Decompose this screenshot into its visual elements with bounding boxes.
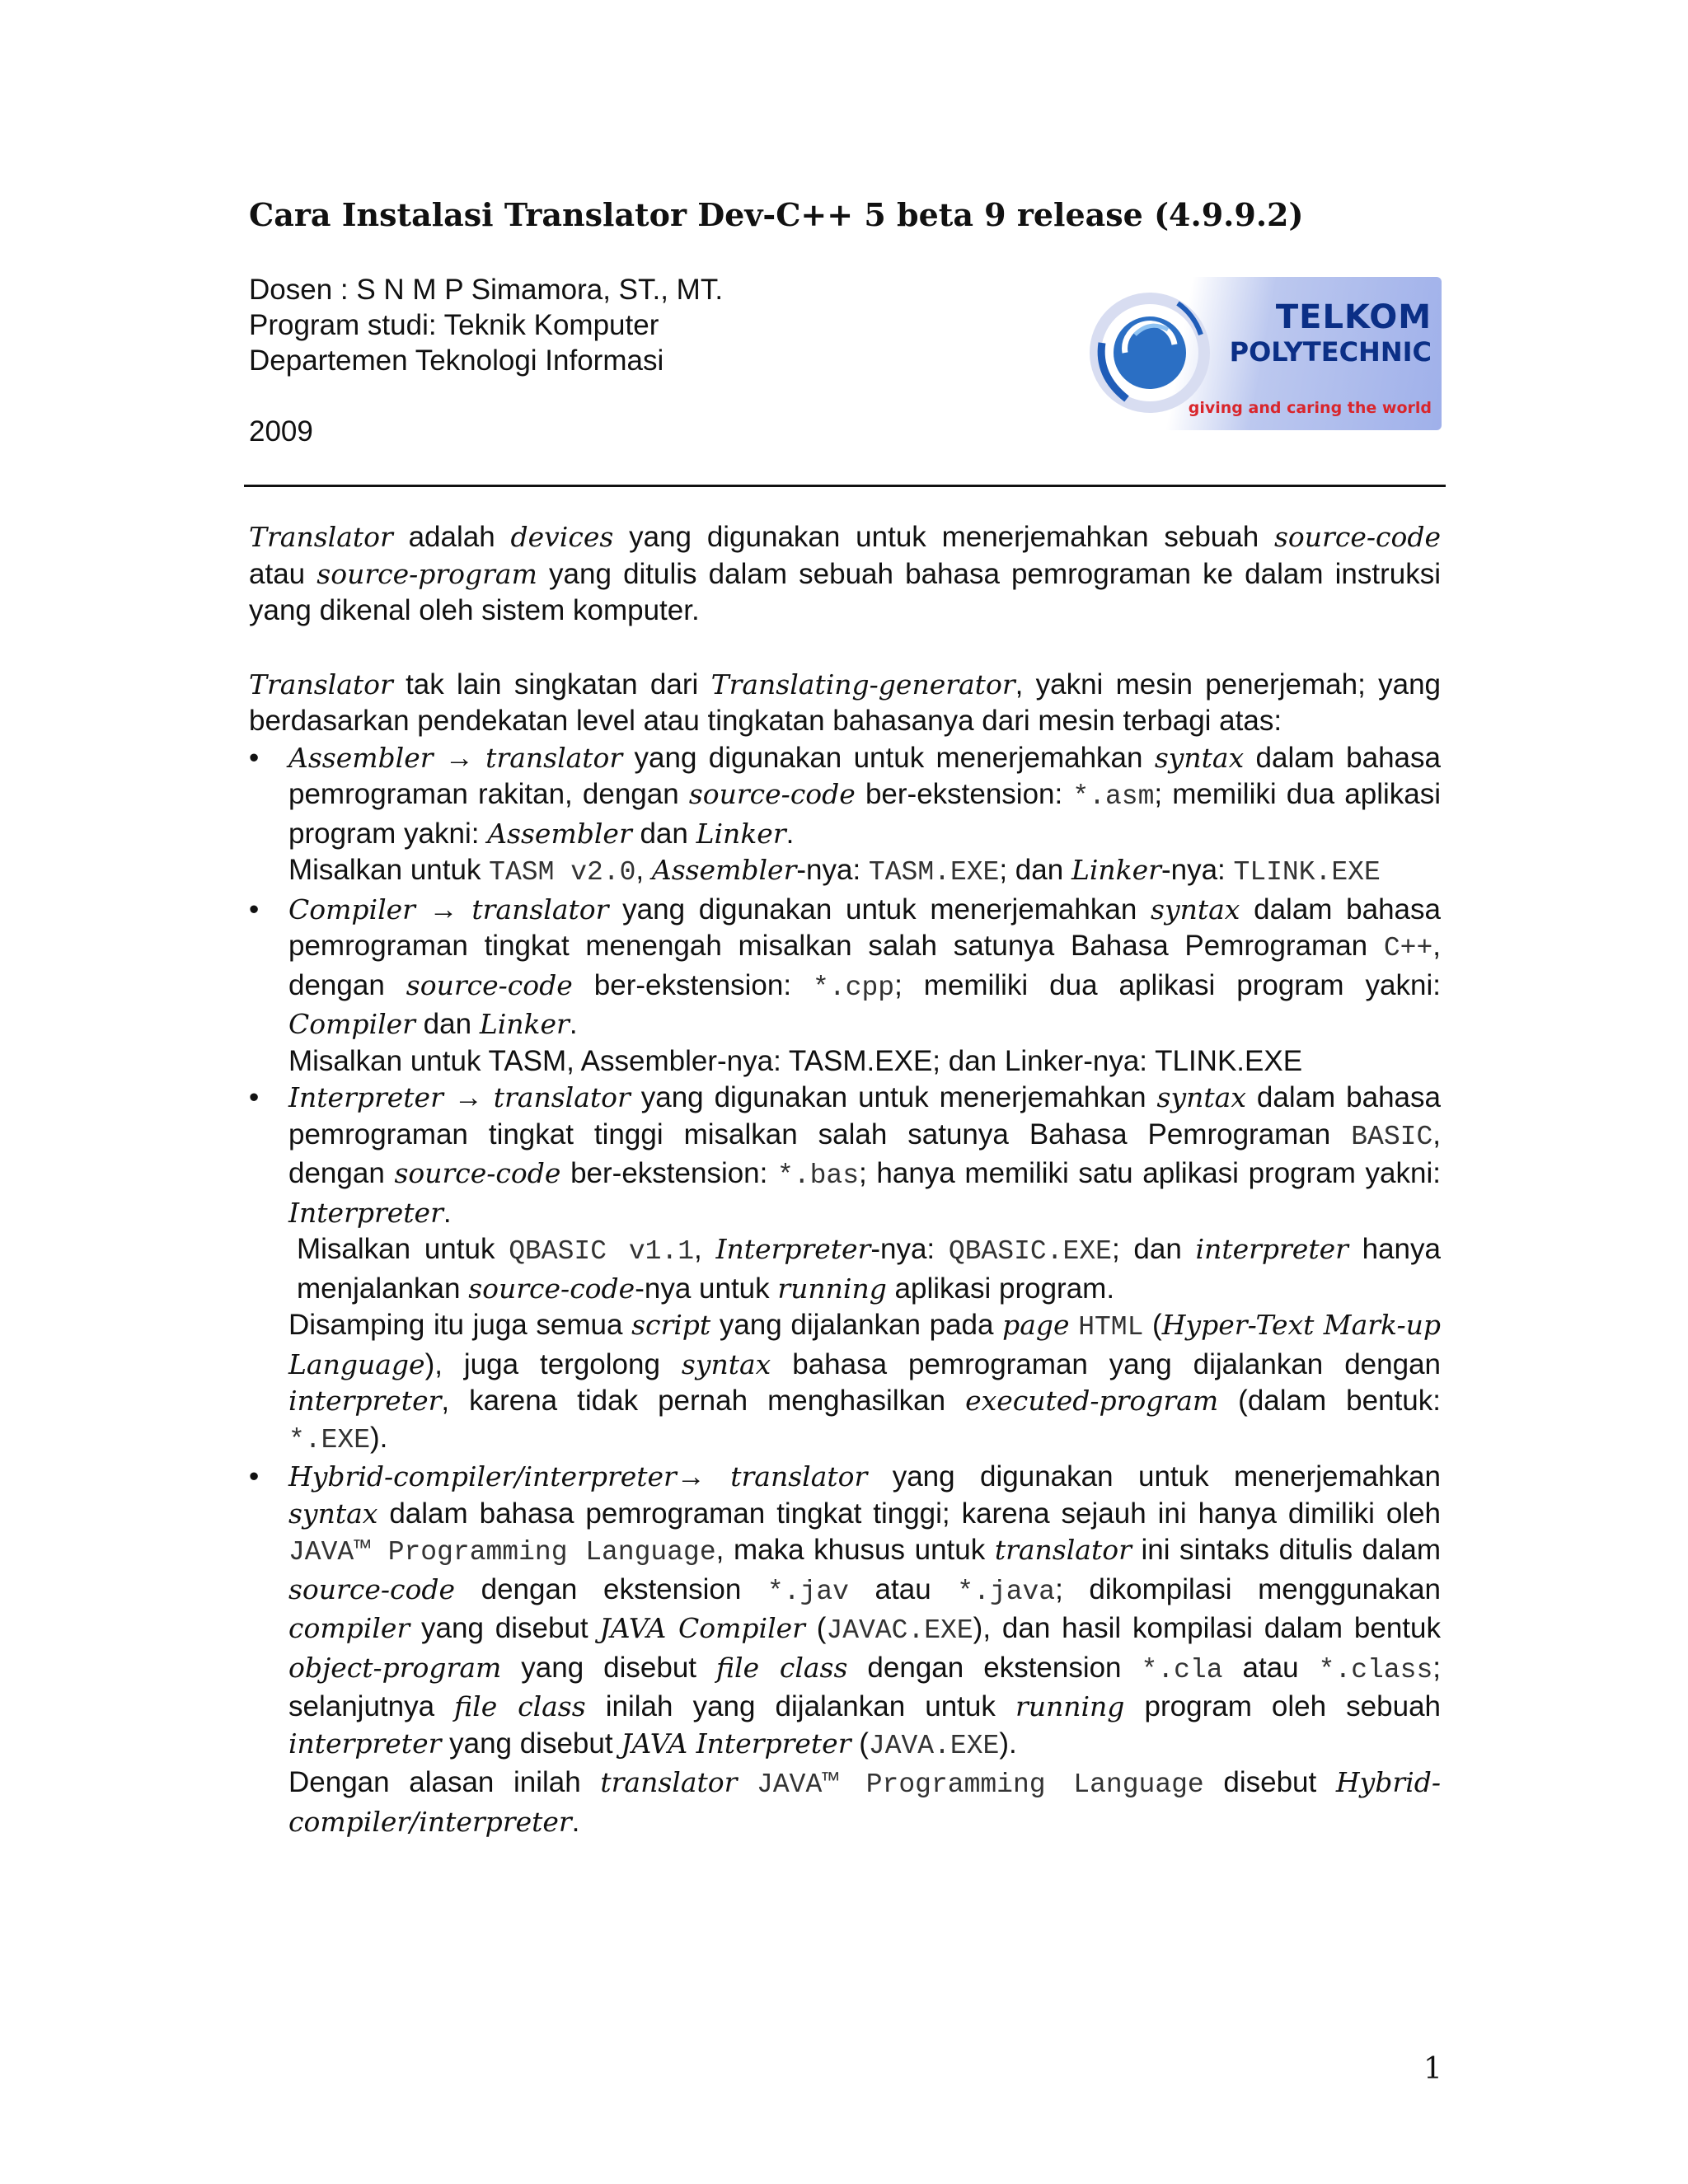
translator-type-list bbox=[249, 740, 1441, 1841]
intro-paragraph: Translator adalah devices yang digunakan untuk menerjemahkan sebuah source-code atau source-program yang ditulis dalam sebuah bahasa pemrograman ke dalam instruksi yang dikenal oleh sistem komputer. bbox=[249, 521, 1441, 626]
logo-line-polytechnic: POLYTECHNIC bbox=[1229, 336, 1432, 368]
logo-line-telkom: TELKOM bbox=[1275, 298, 1432, 336]
lecturer-line: Dosen : S N M P Simamora, ST., MT. bbox=[249, 274, 724, 306]
list-item-assembler: • Assembler → translator yang digunakan untuk menerjemahkan syntax dalam bahasa pemrograman rakitan, dengan source-code ber-ekstension: *.asm; memiliki dua aplikasi program yakni: Assembler dan Linker. Misalkan untuk TASM v2.0, Assembler-nya: TASM.EXE; dan Linker-nya: TLINK.EXE bbox=[249, 740, 1441, 892]
list-item-compiler: • Compiler → translator yang digunakan untuk menerjemahkan syntax dalam bahasa pemrograman tingkat menengah misalkan salah satunya Bahasa Pemrograman C++, dengan source-code ber-ekstension: *.cpp; memiliki dua aplikasi program yakni: Compiler dan Linker. Misalkan untuk TASM, Assembler-nya: TASM.EXE; dan Linker-nya: TLINK.EXE bbox=[249, 892, 1441, 1080]
document-body bbox=[249, 519, 1441, 1840]
document-title: Cara Instalasi Translator Dev-C++ 5 beta 9 release (4.9.9.2) bbox=[249, 196, 1304, 233]
logo-tagline: giving and caring the world bbox=[1188, 399, 1432, 417]
year-line: 2009 bbox=[249, 415, 313, 448]
header-divider bbox=[244, 485, 1446, 487]
page-number: 1 bbox=[1423, 2052, 1442, 2086]
definition-paragraph: Translator tak lain singkatan dari Translating-generator, yakni mesin penerjemah; yang berdasarkan pendekatan level atau tingkatan bahasanya dari mesin terbagi atas: bbox=[249, 668, 1441, 737]
telkom-polytechnic-logo bbox=[1085, 277, 1442, 430]
header-meta bbox=[249, 272, 723, 449]
department-line: Departemen Teknologi Informasi bbox=[249, 344, 664, 377]
list-item-interpreter: • Interpreter → translator yang digunakan untuk menerjemahkan syntax dalam bahasa pemrograman tingkat tinggi misalkan salah satunya Bahasa Pemrograman BASIC, dengan source-code ber-ekstension: *.bas; hanya memiliki satu aplikasi program yakni: Interpreter. Misalkan untuk QBASIC v1.1, Interpreter-nya: QBASIC.EXE; dan interpreter hanya menjalankan source-code-nya untuk running aplikasi program. Disamping itu juga semua script yang dijalankan pada page HTML (Hyper-Text Mark-up Language), juga tergolong syntax bahasa pemrograman yang dijalankan dengan interpreter, karena tidak pernah menghasilkan executed-program (dalam bentuk: *.EXE). bbox=[249, 1080, 1441, 1459]
study-program-line: Program studi: Teknik Komputer bbox=[249, 309, 659, 341]
list-item-hybrid: • Hybrid-compiler/interpreter→ translator yang digunakan untuk menerjemahkan syntax dalam bahasa pemrograman tingkat tinggi; karena sejauh ini hanya dimiliki oleh JAVA™ Programming Language, maka khusus untuk translator ini sintaks ditulis dalam source-code dengan ekstension *.jav atau *.java; dikompilasi menggunakan compiler yang disebut JAVA Compiler (JAVAC.EXE), dan hasil kompilasi dalam bentuk object-program yang disebut file class dengan ekstension *.cla atau *.class; selanjutnya file class inilah yang dijalankan untuk running program oleh sebuah interpreter yang disebut JAVA Interpreter (JAVA.EXE). Dengan alasan inilah translator JAVA™ Programming Language disebut Hybrid-compiler/interpreter. bbox=[249, 1459, 1441, 1840]
